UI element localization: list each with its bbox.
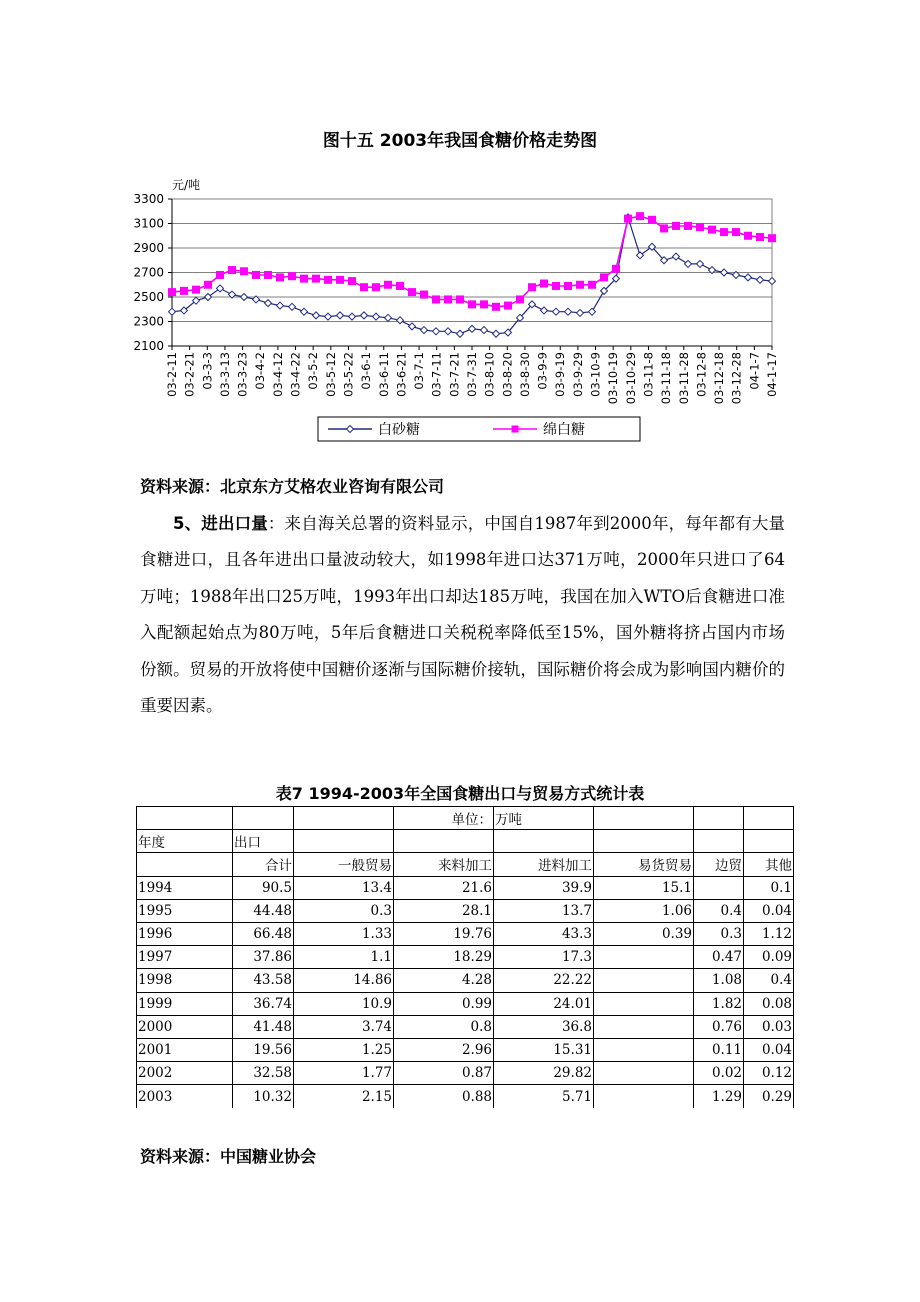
data-point bbox=[397, 282, 404, 289]
x-tick-label: 03-10-29 bbox=[623, 352, 638, 405]
data-point bbox=[409, 289, 416, 296]
cell-barter bbox=[594, 1015, 694, 1038]
data-point bbox=[577, 281, 584, 288]
cell-year: 1995 bbox=[137, 899, 233, 922]
paragraph-lead: 5、进出口量 bbox=[173, 514, 268, 533]
data-point bbox=[493, 303, 500, 310]
x-tick-label: 03-10-19 bbox=[606, 352, 621, 405]
cell-processing-imported: 17.3 bbox=[494, 946, 594, 969]
data-point bbox=[325, 313, 332, 320]
data-point bbox=[361, 284, 368, 291]
data-point bbox=[769, 278, 776, 285]
cell-total: 36.74 bbox=[233, 992, 294, 1015]
cell-year: 1996 bbox=[137, 922, 233, 945]
data-point bbox=[217, 271, 224, 278]
table-row bbox=[137, 899, 794, 922]
data-point bbox=[769, 235, 776, 242]
data-point bbox=[277, 302, 284, 309]
table-source: 资料来源：中国糖业协会 bbox=[140, 1147, 317, 1166]
cell-year: 1994 bbox=[137, 876, 233, 899]
y-tick-label: 2300 bbox=[133, 314, 164, 329]
data-point bbox=[421, 327, 428, 334]
y-tick-label: 3300 bbox=[133, 192, 164, 206]
cell-processing-supplied: 4.28 bbox=[394, 969, 494, 992]
cell-processing-supplied: 19.76 bbox=[394, 922, 494, 945]
cell-processing-supplied: 2.96 bbox=[394, 1038, 494, 1061]
data-point bbox=[301, 308, 308, 315]
cell-total: 32.58 bbox=[233, 1062, 294, 1085]
legend-label: 绵白糖 bbox=[543, 422, 585, 438]
data-point bbox=[553, 308, 560, 315]
data-point bbox=[265, 271, 272, 278]
cell-total: 43.58 bbox=[233, 969, 294, 992]
data-point bbox=[721, 229, 728, 236]
data-point bbox=[313, 312, 320, 319]
cell-general-trade: 3.74 bbox=[294, 1015, 394, 1038]
cell-year: 1998 bbox=[137, 969, 233, 992]
cell-other: 0.04 bbox=[744, 899, 794, 922]
cell-other: 0.29 bbox=[744, 1085, 794, 1108]
data-point bbox=[697, 260, 704, 267]
data-point bbox=[673, 253, 680, 260]
x-tick-label: 03-11-18 bbox=[659, 352, 674, 405]
header-total: 合计 bbox=[233, 853, 294, 876]
x-tick-label: 03-4-12 bbox=[270, 352, 285, 397]
x-tick-label: 03-7-1 bbox=[412, 352, 427, 390]
header-processing-supplied: 来料加工 bbox=[394, 853, 494, 876]
data-point bbox=[589, 281, 596, 288]
cell-total: 10.32 bbox=[233, 1085, 294, 1108]
x-tick-label: 03-9-9 bbox=[535, 352, 550, 390]
cell-processing-supplied: 18.29 bbox=[394, 946, 494, 969]
data-point bbox=[721, 269, 728, 276]
data-point bbox=[745, 274, 752, 281]
data-point bbox=[505, 302, 512, 309]
data-point bbox=[745, 232, 752, 239]
header-border-trade: 边贸 bbox=[694, 853, 744, 876]
cell-processing-imported: 36.8 bbox=[494, 1015, 594, 1038]
cell-border-trade: 0.76 bbox=[694, 1015, 744, 1038]
cell-processing-imported: 5.71 bbox=[494, 1085, 594, 1108]
cell-other: 0.04 bbox=[744, 1038, 794, 1061]
cell-processing-imported: 22.22 bbox=[494, 969, 594, 992]
data-point bbox=[289, 273, 296, 280]
y-tick-label: 2900 bbox=[133, 241, 164, 255]
header-other: 其他 bbox=[744, 853, 794, 876]
data-point bbox=[697, 224, 704, 231]
x-tick-label: 04-1-7 bbox=[747, 352, 762, 390]
data-point bbox=[301, 275, 308, 282]
x-tick-label: 03-12-18 bbox=[712, 352, 727, 405]
y-tick-label: 2500 bbox=[133, 290, 164, 304]
cell-processing-imported: 29.82 bbox=[494, 1062, 594, 1085]
cell-other: 0.12 bbox=[744, 1062, 794, 1085]
x-tick-label: 03-9-19 bbox=[553, 352, 568, 397]
data-point bbox=[577, 309, 584, 316]
x-tick-label: 03-7-21 bbox=[447, 352, 462, 397]
data-point bbox=[481, 301, 488, 308]
cell-barter bbox=[594, 1038, 694, 1061]
data-point bbox=[349, 313, 356, 320]
x-tick-label: 03-7-31 bbox=[465, 352, 479, 397]
data-point bbox=[241, 294, 248, 301]
data-point bbox=[589, 308, 596, 315]
cell-border-trade: 0.47 bbox=[694, 946, 744, 969]
cell-processing-supplied: 0.8 bbox=[394, 1015, 494, 1038]
x-tick-label: 03-3-3 bbox=[200, 352, 215, 390]
data-point bbox=[481, 327, 488, 334]
data-point bbox=[469, 301, 476, 308]
data-point bbox=[637, 213, 644, 220]
data-point bbox=[661, 225, 668, 232]
legend-label: 白砂糖 bbox=[378, 422, 420, 438]
table-row bbox=[137, 1085, 794, 1108]
cell-general-trade: 1.77 bbox=[294, 1062, 394, 1085]
x-tick-label: 03-5-22 bbox=[341, 352, 356, 397]
data-point bbox=[241, 268, 248, 275]
table-row bbox=[137, 946, 794, 969]
data-point bbox=[709, 226, 716, 233]
cell-general-trade: 13.4 bbox=[294, 876, 394, 899]
data-point bbox=[349, 278, 356, 285]
data-point bbox=[541, 307, 548, 314]
header-general-trade: 一般贸易 bbox=[294, 853, 394, 876]
data-point bbox=[625, 215, 632, 222]
cell-other: 0.08 bbox=[744, 992, 794, 1015]
cell-general-trade: 14.86 bbox=[294, 969, 394, 992]
year-header: 年度 bbox=[137, 830, 233, 853]
data-point bbox=[277, 274, 284, 281]
table-row bbox=[137, 1038, 794, 1061]
data-point bbox=[757, 233, 764, 240]
table-row bbox=[137, 992, 794, 1015]
cell-year: 2002 bbox=[137, 1062, 233, 1085]
data-point bbox=[565, 308, 572, 315]
y-axis-label: 元/吨 bbox=[172, 178, 201, 192]
cell-border-trade: 0.02 bbox=[694, 1062, 744, 1085]
cell-other: 0.03 bbox=[744, 1015, 794, 1038]
header-processing-imported: 进料加工 bbox=[494, 853, 594, 876]
y-tick-label: 2100 bbox=[133, 339, 164, 353]
x-tick-label: 03-6-21 bbox=[394, 352, 409, 397]
cell-general-trade: 0.3 bbox=[294, 899, 394, 922]
x-tick-label: 03-8-10 bbox=[482, 352, 497, 397]
cell-other: 0.4 bbox=[744, 969, 794, 992]
y-tick-label: 2700 bbox=[133, 265, 164, 280]
data-point bbox=[361, 312, 368, 319]
cell-barter: 0.39 bbox=[594, 922, 694, 945]
cell-border-trade: 1.82 bbox=[694, 992, 744, 1015]
table-row bbox=[137, 969, 794, 992]
cell-general-trade: 1.25 bbox=[294, 1038, 394, 1061]
cell-border-trade: 0.4 bbox=[694, 899, 744, 922]
data-point bbox=[421, 291, 428, 298]
cell-total: 90.5 bbox=[233, 876, 294, 899]
data-point bbox=[205, 281, 212, 288]
body-paragraph bbox=[140, 506, 785, 724]
export-header: 出口 bbox=[233, 830, 294, 853]
unit-value: 万吨 bbox=[494, 807, 594, 830]
data-point bbox=[445, 296, 452, 303]
cell-barter bbox=[594, 1085, 694, 1108]
cell-border-trade: 1.08 bbox=[694, 969, 744, 992]
x-tick-label: 03-3-23 bbox=[235, 352, 250, 397]
cell-year: 2001 bbox=[137, 1038, 233, 1061]
x-tick-label: 03-2-11 bbox=[165, 352, 179, 397]
legend-marker bbox=[512, 426, 519, 433]
sugar-price-line-chart bbox=[120, 168, 800, 458]
cell-processing-imported: 39.9 bbox=[494, 876, 594, 899]
cell-other: 0.1 bbox=[744, 876, 794, 899]
table-row bbox=[137, 1062, 794, 1085]
data-point bbox=[289, 303, 296, 310]
cell-barter bbox=[594, 946, 694, 969]
unit-label: 单位： bbox=[394, 807, 494, 830]
cell-processing-supplied: 21.6 bbox=[394, 876, 494, 899]
cell-processing-supplied: 28.1 bbox=[394, 899, 494, 922]
x-tick-label: 03-6-1 bbox=[359, 352, 374, 390]
data-point bbox=[649, 216, 656, 223]
cell-total: 37.86 bbox=[233, 946, 294, 969]
data-point bbox=[169, 308, 176, 315]
cell-border-trade: 0.11 bbox=[694, 1038, 744, 1061]
cell-processing-imported: 15.31 bbox=[494, 1038, 594, 1061]
data-point bbox=[409, 323, 416, 330]
table-row bbox=[137, 922, 794, 945]
data-point bbox=[433, 328, 440, 335]
data-point bbox=[313, 275, 320, 282]
cell-barter: 1.06 bbox=[594, 899, 694, 922]
header-barter: 易货贸易 bbox=[594, 853, 694, 876]
data-point bbox=[337, 276, 344, 283]
x-tick-label: 04-1-17 bbox=[765, 352, 779, 397]
cell-border-trade: 0.3 bbox=[694, 922, 744, 945]
cell-processing-imported: 43.3 bbox=[494, 922, 594, 945]
table-title: 表7 1994-2003年全国食糖出口与贸易方式统计表 bbox=[275, 784, 645, 803]
cell-total: 44.48 bbox=[233, 899, 294, 922]
x-tick-label: 03-12-28 bbox=[729, 352, 744, 405]
paragraph-text: ：来自海关总署的资料显示，中国自1987年到2000年，每年都有大量食糖进口，且各年进出口量波动较大，如1998年进口达371万吨，2000年只进口了64万吨；1988年出口25万吨，1993年出口却达185万吨，我国在加入WTO后食糖进口准入配额起始点为80万吨，5年后食糖进口关税税率降低至15%，国外糖将挤占国内市场份额。贸易的开放将使中国糖价逐渐与国际糖价接轨，国际糖价将会成为影响国内糖价的重要因素。 bbox=[140, 514, 786, 716]
data-point bbox=[253, 271, 260, 278]
data-point bbox=[529, 284, 536, 291]
data-point bbox=[169, 289, 176, 296]
cell-barter bbox=[594, 969, 694, 992]
cell-total: 41.48 bbox=[233, 1015, 294, 1038]
data-point bbox=[181, 287, 188, 294]
cell-year: 2003 bbox=[137, 1085, 233, 1108]
data-point bbox=[445, 328, 452, 335]
data-point bbox=[397, 317, 404, 324]
table-row bbox=[137, 1015, 794, 1038]
cell-other: 0.09 bbox=[744, 946, 794, 969]
data-point bbox=[229, 267, 236, 274]
export-stats-table bbox=[136, 806, 794, 1108]
cell-year: 1997 bbox=[137, 946, 233, 969]
cell-total: 19.56 bbox=[233, 1038, 294, 1061]
cell-general-trade: 1.1 bbox=[294, 946, 394, 969]
data-point bbox=[433, 296, 440, 303]
data-point bbox=[553, 282, 560, 289]
x-tick-label: 03-5-12 bbox=[323, 352, 338, 397]
y-tick-label: 3100 bbox=[133, 216, 164, 231]
table-row bbox=[137, 876, 794, 899]
data-point bbox=[565, 282, 572, 289]
x-tick-label: 03-3-13 bbox=[217, 352, 232, 397]
cell-general-trade: 10.9 bbox=[294, 992, 394, 1015]
data-point bbox=[469, 325, 476, 332]
data-point bbox=[337, 312, 344, 319]
data-point bbox=[757, 276, 764, 283]
cell-border-trade: 1.29 bbox=[694, 1085, 744, 1108]
data-point bbox=[493, 330, 500, 337]
data-point bbox=[517, 296, 524, 303]
x-tick-label: 03-4-2 bbox=[253, 352, 268, 390]
cell-total: 66.48 bbox=[233, 922, 294, 945]
x-tick-label: 03-6-11 bbox=[376, 352, 391, 397]
x-tick-label: 03-8-30 bbox=[517, 352, 532, 397]
cell-barter bbox=[594, 992, 694, 1015]
x-tick-label: 03-12-8 bbox=[694, 352, 709, 397]
cell-general-trade: 2.15 bbox=[294, 1085, 394, 1108]
series-line-1 bbox=[172, 216, 772, 307]
figure-title: 图十五 2003年我国食糖价格走势图 bbox=[322, 131, 598, 151]
cell-processing-imported: 24.01 bbox=[494, 992, 594, 1015]
x-tick-label: 03-8-20 bbox=[500, 352, 515, 397]
data-point bbox=[541, 280, 548, 287]
data-point bbox=[685, 260, 692, 267]
data-point bbox=[373, 313, 380, 320]
column-header-row bbox=[137, 853, 794, 876]
cell-year: 1999 bbox=[137, 992, 233, 1015]
group-header-row bbox=[137, 830, 794, 853]
x-tick-label: 03-7-11 bbox=[429, 352, 444, 397]
x-tick-label: 03-10-9 bbox=[588, 352, 603, 397]
cell-processing-imported: 13.7 bbox=[494, 899, 594, 922]
cell-processing-supplied: 0.99 bbox=[394, 992, 494, 1015]
figure-source: 资料来源：北京东方艾格农业咨询有限公司 bbox=[140, 477, 445, 496]
cell-barter: 15.1 bbox=[594, 876, 694, 899]
data-point bbox=[457, 330, 464, 337]
data-point bbox=[613, 265, 620, 272]
data-point bbox=[373, 284, 380, 291]
data-point bbox=[193, 286, 200, 293]
cell-barter bbox=[594, 1062, 694, 1085]
data-point bbox=[385, 281, 392, 288]
cell-year: 2000 bbox=[137, 1015, 233, 1038]
x-tick-label: 03-5-2 bbox=[306, 352, 321, 390]
x-tick-label: 03-11-8 bbox=[641, 352, 656, 397]
x-tick-label: 03-2-21 bbox=[182, 352, 197, 397]
data-point bbox=[601, 274, 608, 281]
data-point bbox=[733, 229, 740, 236]
x-tick-label: 03-11-28 bbox=[676, 352, 691, 405]
data-point bbox=[457, 296, 464, 303]
data-point bbox=[685, 222, 692, 229]
unit-row bbox=[137, 807, 794, 830]
cell-other: 1.12 bbox=[744, 922, 794, 945]
data-point bbox=[325, 276, 332, 283]
cell-processing-supplied: 0.88 bbox=[394, 1085, 494, 1108]
x-tick-label: 03-9-29 bbox=[570, 352, 585, 397]
cell-general-trade: 1.33 bbox=[294, 922, 394, 945]
data-point bbox=[385, 314, 392, 321]
data-point bbox=[673, 222, 680, 229]
cell-processing-supplied: 0.87 bbox=[394, 1062, 494, 1085]
x-tick-label: 03-4-22 bbox=[288, 352, 303, 397]
data-point bbox=[265, 300, 272, 307]
cell-border-trade bbox=[694, 876, 744, 899]
